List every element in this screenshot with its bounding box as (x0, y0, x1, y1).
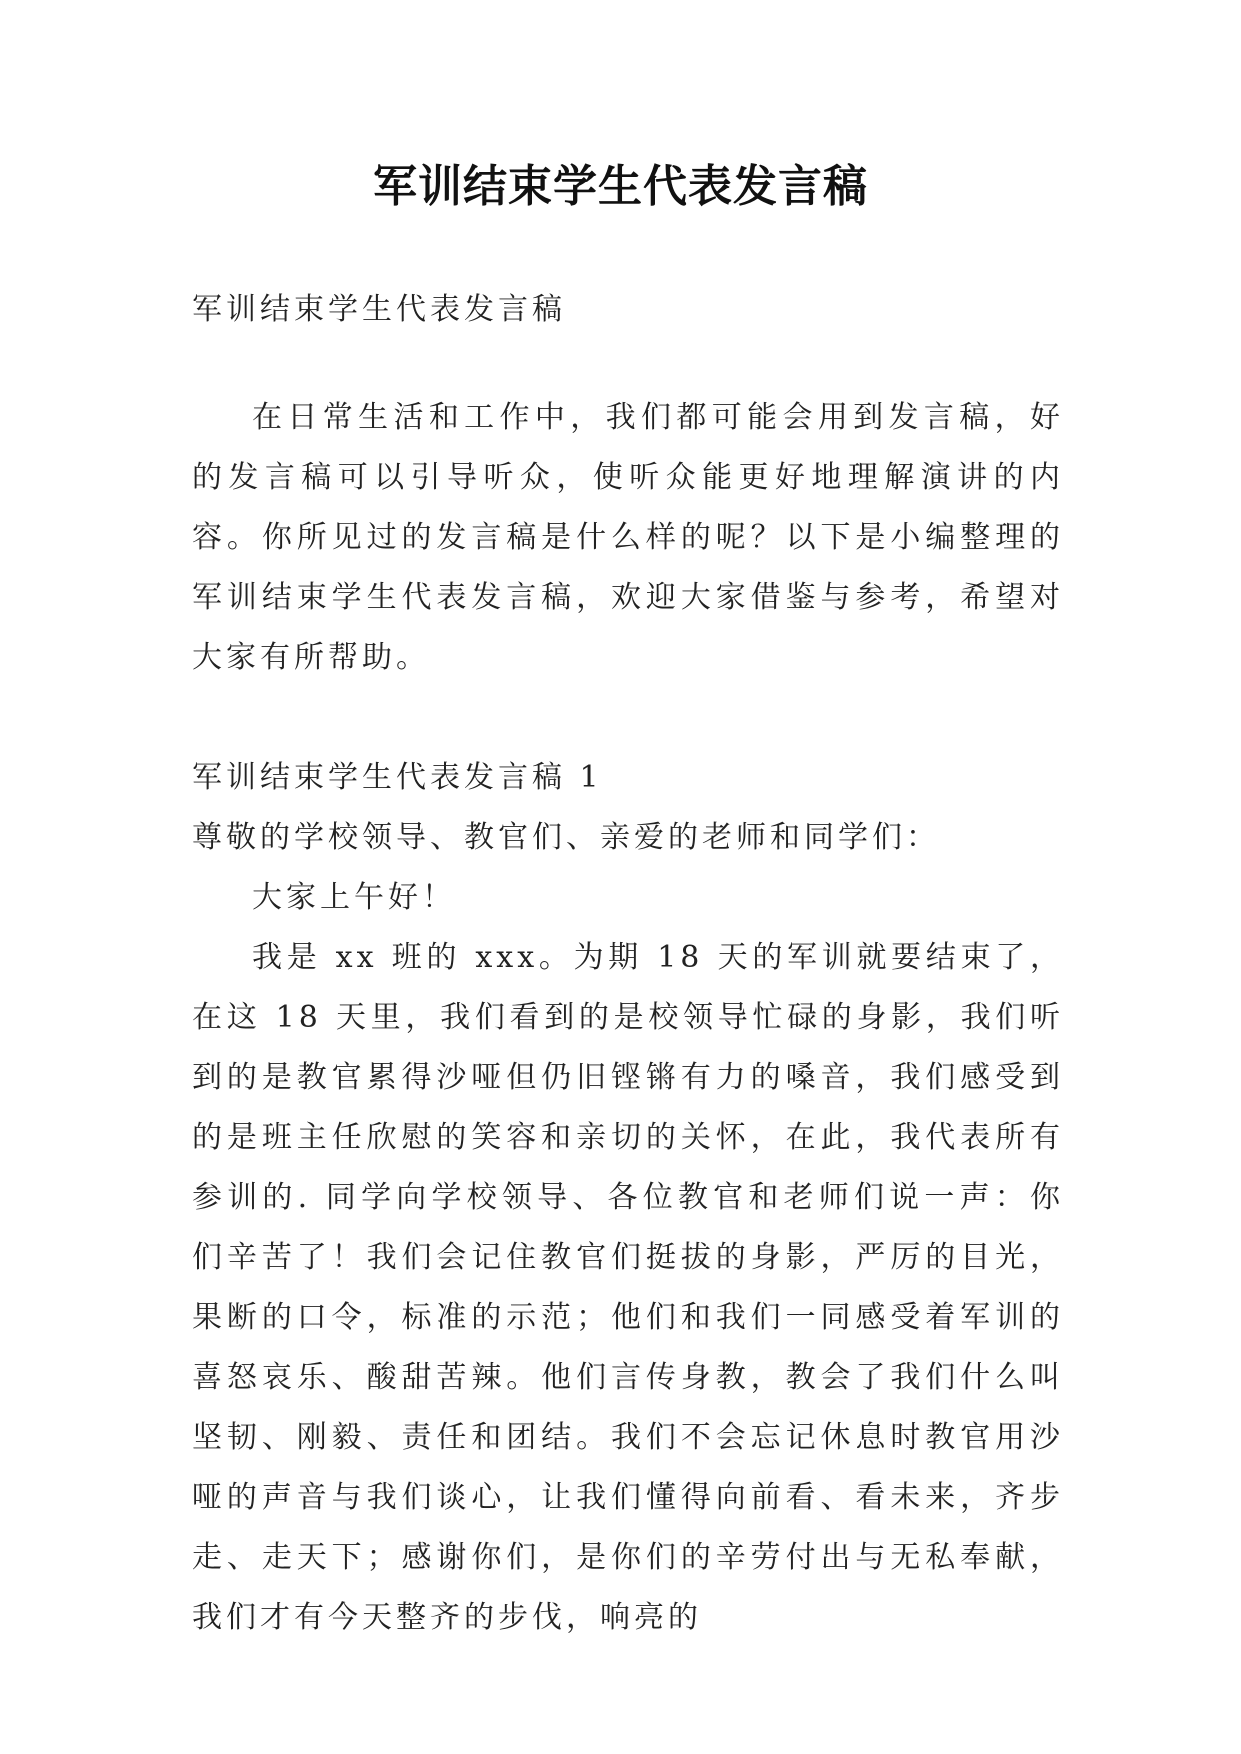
intro-paragraph: 在日常生活和工作中，我们都可能会用到发言稿，好的发言稿可以引导听众，使听众能更好地理解演讲的内容。你所见过的发言稿是什么样的呢？以下是小编整理的军训结束学生代表发言稿，欢迎大家借鉴与参考，希望对大家有所帮助。 (192, 400, 1064, 675)
document-title: 军训结束学生代表发言稿 (373, 161, 868, 212)
greeting: 大家上午好！ (252, 880, 456, 915)
salutation: 尊敬的学校领导、教官们、亲爱的老师和同学们： (192, 820, 940, 855)
section-heading: 军训结束学生代表发言稿 1 (192, 760, 603, 795)
document-body (192, 280, 1064, 1648)
speech-paragraph: 我是 xx 班的 xxx。为期 18 天的军训就要结束了，在这 18 天里，我们看到的是校领导忙碌的身影，我们听到的是教官累得沙哑但仍旧铿锵有力的嗓音，我们感受到的是班主任欣慰的笑容和亲切的关怀，在此，我代表所有参训的. 同学向学校领导、各位教官和老师们说一声：你们辛苦了！我们会记住教官们挺拔的身影，严厉的目光，果断的口令，标准的示范；他们和我们一同感受着军训的喜怒哀乐、酸甜苦辣。他们言传身教，教会了我们什么叫坚韧、刚毅、责任和团结。我们不会忘记休息时教官用沙哑的声音与我们谈心，让我们懂得向前看、看未来，齐步走、走天下；感谢你们，是你们的辛劳付出与无私奉献，我们才有今天整齐的步伐，响亮的 (192, 940, 1064, 1635)
document-subtitle: 军训结束学生代表发言稿 (192, 292, 566, 327)
